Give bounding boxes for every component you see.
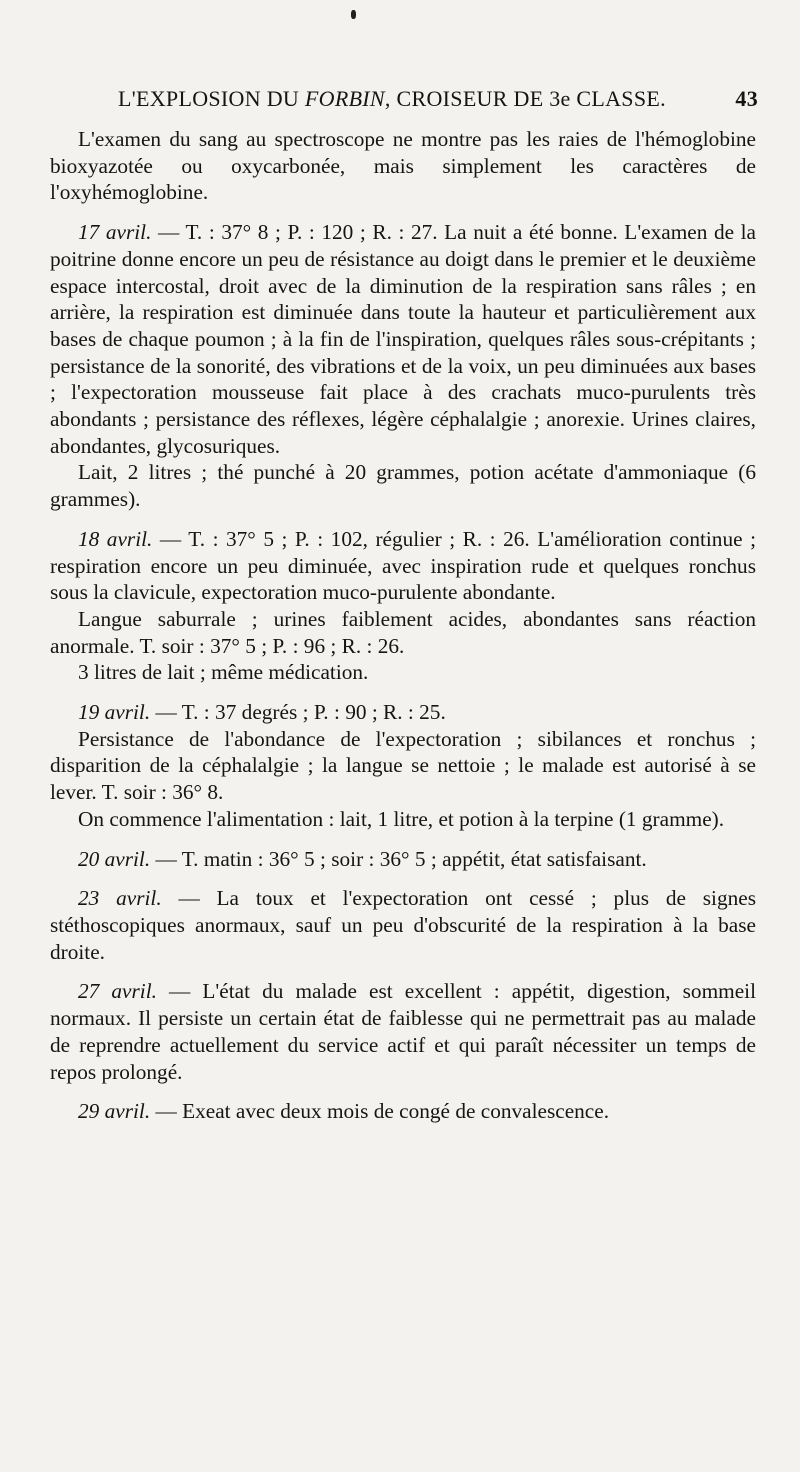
paragraph: [50, 126, 756, 206]
paragraph-text: On commence l'alimentation : lait, 1 litre, et potion à la terpine (1 gramme).: [78, 806, 725, 831]
paragraph: [50, 606, 756, 659]
running-title: [118, 86, 666, 112]
journal-entry: [50, 846, 756, 873]
entry-date: 29 avril.: [78, 1099, 151, 1124]
entry-date: 23 avril.: [78, 886, 162, 911]
entry-date: 17 avril.: [78, 220, 152, 245]
entry-text: — Exeat avec deux mois de congé de convalescence.: [150, 1099, 610, 1124]
printer-mark: [351, 10, 356, 19]
paragraph-text: Langue saburrale ; urines faiblement acides, abondantes sans réaction anormale. T. soir : 37° 5 ; P. : 96 ; R. : 26.: [50, 606, 756, 658]
paragraph: [50, 659, 756, 686]
journal-entry: [50, 885, 756, 965]
paragraph: [50, 806, 756, 833]
journal-entry: [50, 699, 756, 726]
entry-text: — La toux et l'expectoration ont cessé ; plus de signes stéthoscopiques anormaux, sauf un peu d'obscurité de la respiration à la base droite.: [50, 886, 756, 964]
running-header: [118, 86, 758, 118]
paragraph: [50, 459, 756, 512]
entry-date: 20 avril.: [78, 846, 151, 871]
ship-name: FORBIN: [304, 86, 385, 111]
page-number: 43: [735, 86, 758, 111]
paragraph-text: L'examen du sang au spectroscope ne montre pas les raies de l'hémoglobine bioxyazotée ou oxycarbonée, mais simplement les caractères de l'oxyhémoglobine.: [50, 127, 756, 205]
paragraph: [50, 726, 756, 806]
entry-text: — T. matin : 36° 5 ; soir : 36° 5 ; appétit, état satisfaisant.: [150, 846, 647, 871]
paragraph-text: Lait, 2 litres ; thé punché à 20 grammes, potion acétate d'ammoniaque (6 grammes).: [50, 460, 756, 512]
title-part: L'EXPLOSION DU: [118, 86, 305, 111]
entry-date: 27 avril.: [78, 979, 157, 1004]
journal-entry: [50, 978, 756, 1085]
journal-entry: [50, 526, 756, 606]
journal-entry: [50, 219, 756, 459]
entry-text: — T. : 37 degrés ; P. : 90 ; R. : 25.: [150, 700, 446, 725]
paragraph-text: Persistance de l'abondance de l'expectoration ; sibilances et ronchus ; disparition de la céphalalgie ; la langue se nettoie ; le malade est autorisé à se lever. T. soir : 36° 8.: [50, 726, 756, 805]
entry-date: 18 avril.: [78, 526, 153, 551]
page-body: [50, 126, 756, 1125]
journal-entry: [50, 1098, 756, 1125]
entry-date: 19 avril.: [78, 700, 151, 725]
entry-text: — L'état du malade est excellent : appétit, digestion, sommeil normaux. Il persiste un certain état de faiblesse qui ne permettrait pas au malade de reprendre actuellement du service actif et qui paraît nécessiter un temps de repos prolongé.: [50, 979, 756, 1084]
entry-text: — T. : 37° 8 ; P. : 120 ; R. : 27. La nuit a été bonne. L'examen de la poitrine donne encore un peu de résistance au doigt dans le premier et le deuxième espace intercostal, droit avec de la diminution de la respiration sans râles ; en arrière, la respiration est diminuée dans toute la hauteur et particulièrement aux bases de chaque poumon ; à la fin de l'inspiration, quelques râles sous-crépitants ; persistance de la sonorité, des vibrations et de la voix, un peu diminuées aux bases ; l'expectoration mousseuse fait place à des crachats muco-purulents très abondants ; persistance des réflexes, légère céphalalgie ; anorexie. Urines claires, abondantes, glycosuriques.: [50, 220, 757, 458]
title-part: , CROISEUR DE 3e CLASSE.: [384, 86, 666, 111]
paragraph-text: 3 litres de lait ; même médication.: [78, 660, 369, 685]
entry-text: — T. : 37° 5 ; P. : 102, régulier ; R. : 26. L'amélioration continue ; respiration encore un peu diminuée, avec inspiration rude et quelques ronchus sous la clavicule, expectoration muco-purulente abondante.: [50, 526, 756, 605]
